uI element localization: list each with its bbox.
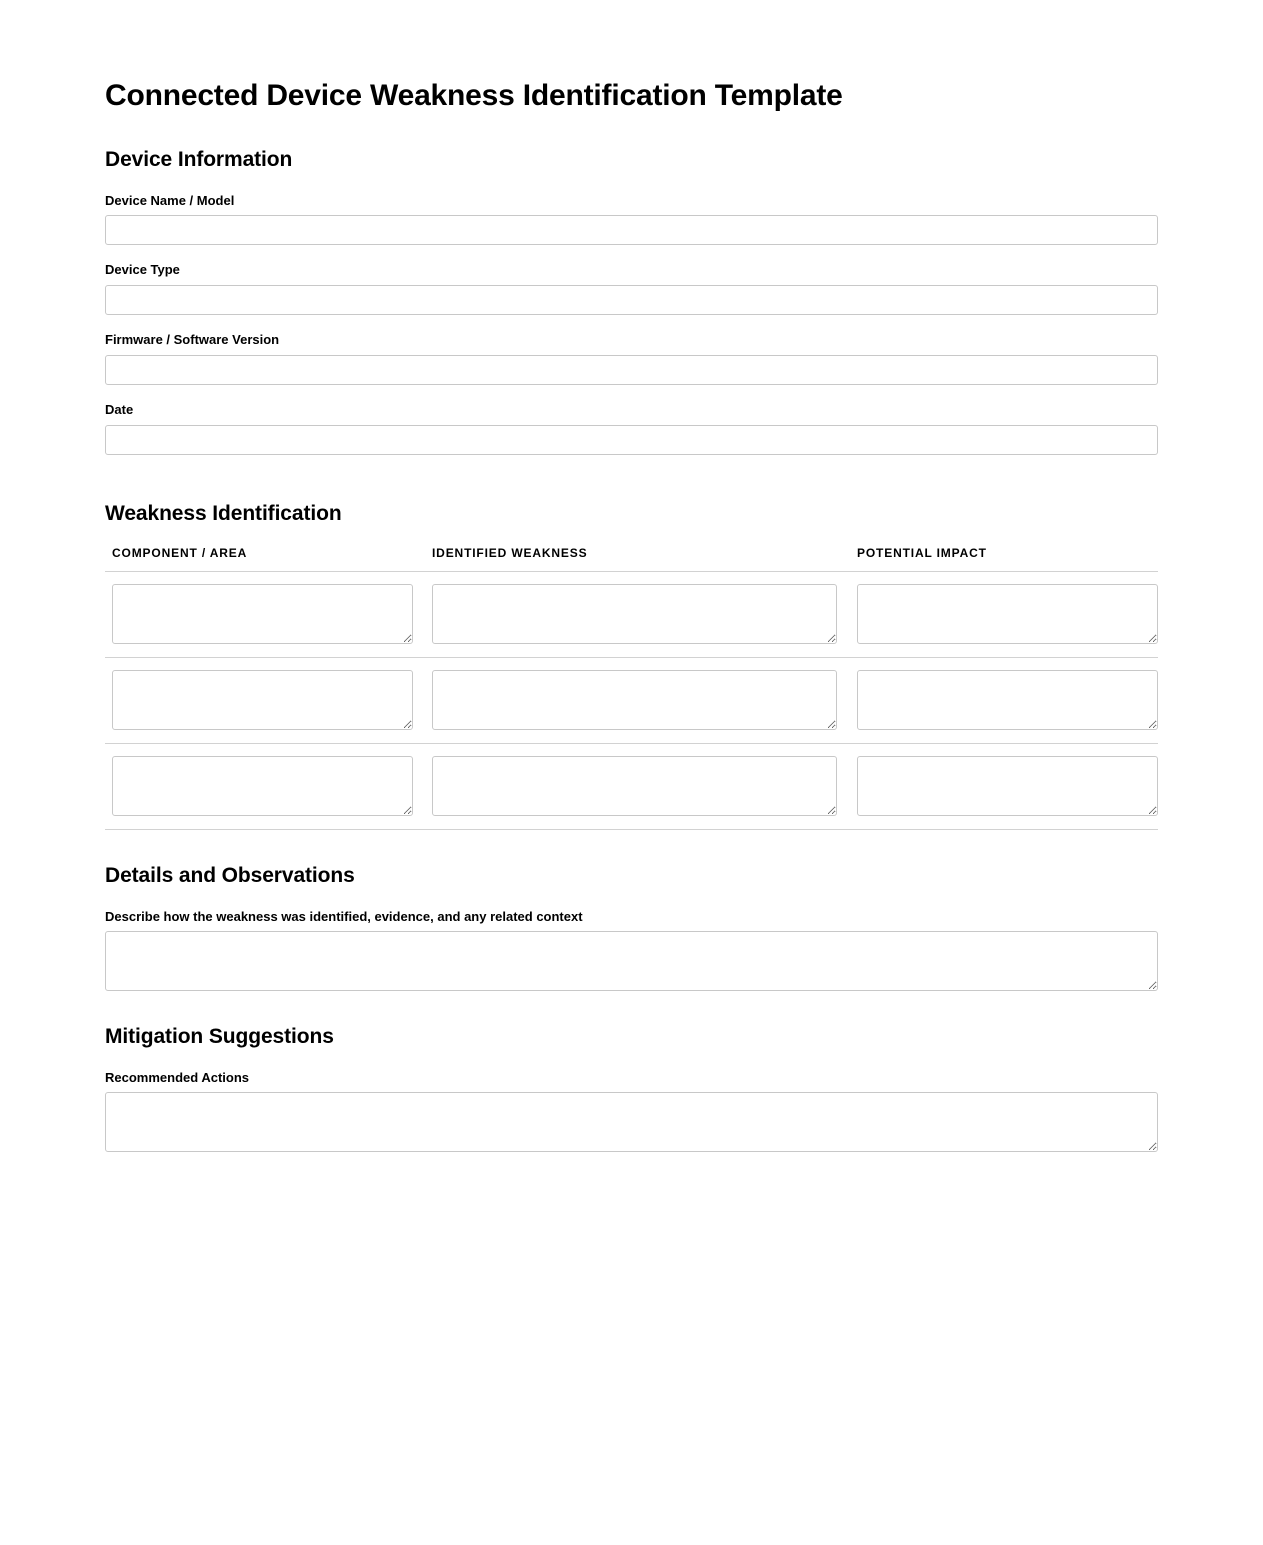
section-heading-device-information: Device Information	[105, 148, 293, 172]
input-device-name-model[interactable]	[105, 215, 1158, 245]
section-details-and-observations	[105, 863, 1158, 991]
input-potential-impact-row-3[interactable]	[857, 756, 1158, 816]
table-row	[105, 658, 1158, 744]
field-firmware-software-version	[105, 332, 1158, 385]
column-header-component-area: COMPONENT / AREA	[105, 546, 425, 572]
table-row	[105, 572, 1158, 658]
section-heading-mitigation-suggestions: Mitigation Suggestions	[105, 1025, 334, 1049]
input-identified-weakness-row-1[interactable]	[432, 584, 837, 644]
weakness-table	[105, 546, 1158, 830]
cell-component-area	[105, 744, 425, 830]
section-spacer	[105, 830, 1158, 863]
input-component-area-row-3[interactable]	[112, 756, 413, 816]
input-recommended-actions[interactable]	[105, 1092, 1158, 1152]
table-row	[105, 744, 1158, 830]
field-date	[105, 402, 1158, 455]
cell-identified-weakness	[425, 658, 850, 744]
weakness-table-header	[105, 546, 1158, 572]
section-weakness-identification	[105, 501, 1158, 830]
column-header-identified-weakness: IDENTIFIED WEAKNESS	[425, 546, 850, 572]
section-device-information	[105, 147, 1158, 455]
section-mitigation-suggestions	[105, 1024, 1158, 1152]
input-device-type[interactable]	[105, 285, 1158, 315]
cell-identified-weakness	[425, 744, 850, 830]
cell-potential-impact	[850, 572, 1158, 658]
label-device-name-model: Device Name / Model	[105, 192, 235, 208]
field-details-description	[105, 909, 1158, 992]
input-identified-weakness-row-2[interactable]	[432, 670, 837, 730]
label-date: Date	[105, 402, 134, 418]
label-device-type: Device Type	[105, 262, 180, 278]
page-title: Connected Device Weakness Identification Template	[105, 79, 843, 112]
field-device-type	[105, 262, 1158, 315]
input-date[interactable]	[105, 425, 1158, 455]
input-firmware-software-version[interactable]	[105, 355, 1158, 385]
input-component-area-row-1[interactable]	[112, 584, 413, 644]
input-potential-impact-row-2[interactable]	[857, 670, 1158, 730]
label-recommended-actions: Recommended Actions	[105, 1069, 249, 1085]
field-device-name-model	[105, 193, 1158, 246]
table-header-row	[105, 546, 1158, 572]
section-heading-details-and-observations: Details and Observations	[105, 864, 355, 888]
input-identified-weakness-row-3[interactable]	[432, 756, 837, 816]
cell-component-area	[105, 572, 425, 658]
label-details-description: Describe how the weakness was identified, evidence, and any related context	[105, 908, 583, 924]
section-spacer	[105, 455, 1158, 501]
field-recommended-actions	[105, 1070, 1158, 1153]
column-header-potential-impact: POTENTIAL IMPACT	[850, 546, 1158, 572]
input-potential-impact-row-1[interactable]	[857, 584, 1158, 644]
input-component-area-row-2[interactable]	[112, 670, 413, 730]
cell-potential-impact	[850, 744, 1158, 830]
input-details-description[interactable]	[105, 931, 1158, 991]
section-spacer	[105, 991, 1158, 1024]
label-firmware-software-version: Firmware / Software Version	[105, 332, 280, 348]
section-heading-weakness-identification: Weakness Identification	[105, 502, 342, 526]
weakness-table-body	[105, 572, 1158, 830]
cell-component-area	[105, 658, 425, 744]
cell-potential-impact	[850, 658, 1158, 744]
cell-identified-weakness	[425, 572, 850, 658]
